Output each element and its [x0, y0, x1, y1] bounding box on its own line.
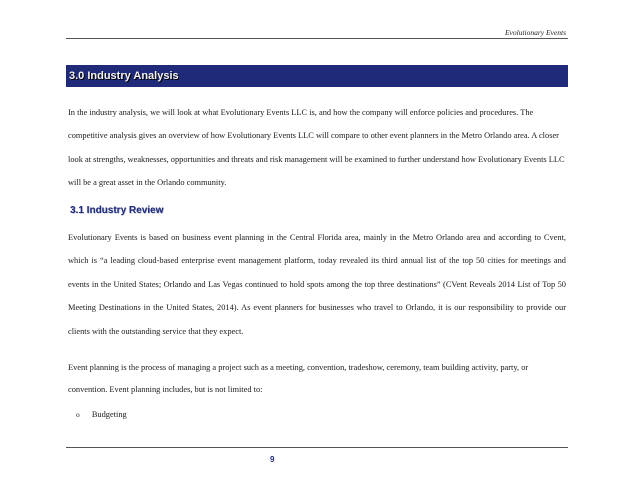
section-heading-bar	[66, 65, 568, 87]
page-number: 9	[270, 455, 275, 464]
subsection-title: 3.1 Industry Review	[70, 205, 164, 216]
bullet-text: Budgeting	[91, 410, 127, 419]
bullet-mark: o	[76, 410, 80, 419]
intro-paragraph: In the industry analysis, we will look at what Evolutionary Events LLC is, and how the company will enforce policies and procedures. The competitive analysis gives an overview of how Evolutionary Events LLC will compare to other event planners in the Metro Orlando area. A closer look at strengths, weaknesses, opportunities and threats and risk management will be examined to further understand how Evolutionary Events LLC will be a great asset in the Orlando community.	[68, 108, 565, 188]
bullet-item	[76, 410, 127, 419]
header-rule	[66, 38, 568, 39]
event-planning-paragraph: Event planning is the process of managing a project such as a meeting, convention, tradeshow, ceremony, team building activity, party, or convention. Event planning includes, but is not limited to:	[68, 363, 529, 394]
footer-rule	[66, 447, 568, 448]
industry-review-paragraph: Evolutionary Events is based on business event planning in the Central Florida area, mainly in the Metro Orlando area and according to Cvent, which is “a leading cloud-based enterprise event management platform, today revealed its third annual list of the top 50 cities for meetings and events in the United States; Orlando and Las Vegas continued to hold spots among the top three destinations” (CVent Reveals 2014 List of Top 50 Meeting Destinations in the United States, 2014). As event planners for businesses who travel to Orlando, it is our responsibility to provide our clients with the outstanding service that they expect.	[68, 233, 566, 336]
section-title: 3.0 Industry Analysis	[69, 70, 179, 82]
running-header: Evolutionary Events	[504, 28, 566, 37]
